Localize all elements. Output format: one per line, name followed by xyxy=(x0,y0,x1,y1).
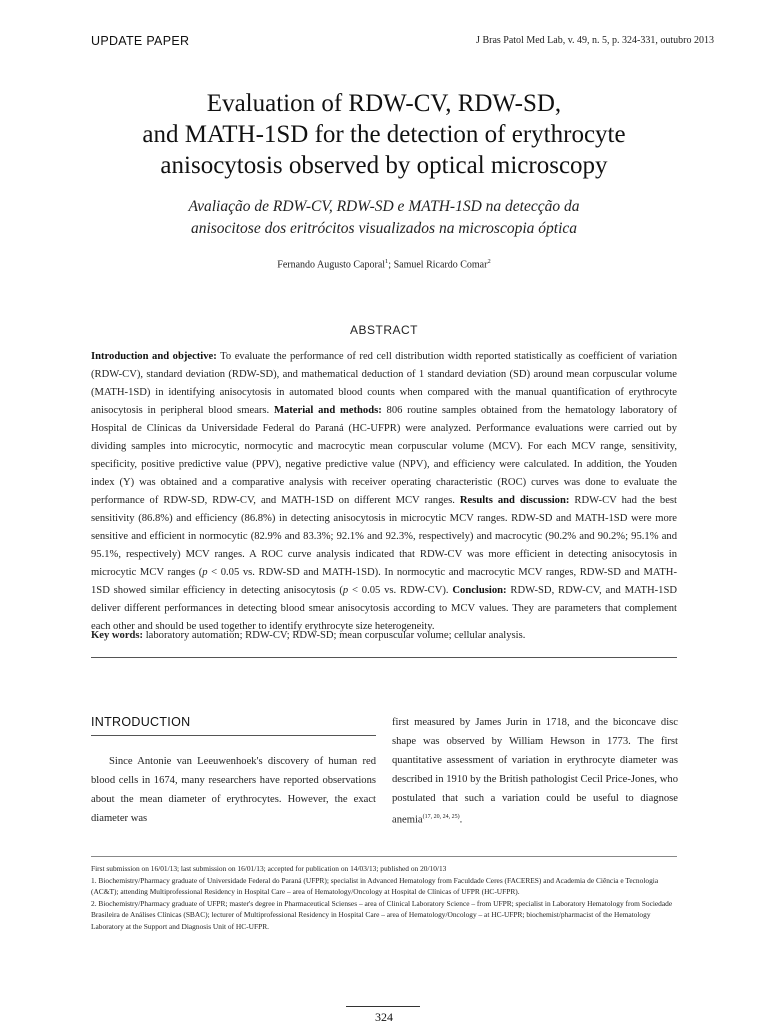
article-title xyxy=(60,88,708,181)
article-subtitle xyxy=(60,196,708,240)
keywords xyxy=(91,630,677,641)
abstract-body xyxy=(91,348,677,636)
abstract-methods-text: 806 routine samples obtained from the hematology laboratory of Hospital de Clínicas da Universidade Federal do Paraná (HC-UFPR) were analyzed. Performance evaluations were carried out by dividing samples into microcytic, normocytic and macrocytic mean corpuscular volume (MCV). For each MCV range, sensitivity, specificity, positive predictive value (PPV), negative predictive value (NPV), and efficiency were calculated. In addition, the Youden index (Y) was obtained and a comparative analysis with receiver operating characteristic (ROC) curves was done to evaluate the performance of RDW-SD, RDW-CV, and MATH-1SD on different MCV ranges. xyxy=(91,405,677,506)
page-number: 324 xyxy=(375,1010,393,1024)
keywords-text: laboratory automation; RDW-CV; RDW-SD; mean corpuscular volume; cellular analysis. xyxy=(143,630,526,641)
abstract-intro-label: Introduction and objective: xyxy=(91,351,217,362)
submission-dates: First submission on 16/01/13; last submission on 16/01/13; accepted for publication on 14/03/13; published on 20/10/13 xyxy=(91,864,447,873)
introduction-right-text: first measured by James Jurin in 1718, and the biconcave disc shape was observed by William Hewson in 1773. The first quantitative assessment of variation in erythrocyte diameter was described in 1910 by the British pathologist Cecil Price-Jones, who postulated that such a variation could be useful to diagnose anemia xyxy=(392,717,678,826)
author-name: Fernando Augusto Caporal xyxy=(277,259,386,271)
author-list xyxy=(60,258,708,270)
footnote-2: 2. Biochemistry/Pharmacy graduate of UFPR; master's degree in Pharmaceutical Scienses – area of Clinical Laboratory Science – from UFPR; specialist in Laboratory Hematology from Sociedade Brasileira de Análises Clínicas (SBAC); lecturer of Multiprofessional Residency in Hospital Care – area of Hematology/Oncology – at HC-UFPR; biochemist/pharmacist of the Hematology Laboratory at the Support and Diagnosis Unit of HC-UFPR. xyxy=(91,898,673,931)
author-name: Samuel Ricardo Comar xyxy=(393,259,488,271)
p-value-symbol: p xyxy=(342,585,349,596)
footnote-divider xyxy=(91,856,677,857)
subtitle-line-2: anisocitose dos eritrócitos visualizados na microscopia óptica xyxy=(190,220,578,237)
abstract-divider xyxy=(91,657,677,658)
introduction-heading: INTRODUCTION xyxy=(91,715,191,729)
author-affiliation-mark: 2 xyxy=(487,258,491,265)
abstract-methods-label: Material and methods: xyxy=(273,405,382,416)
introduction-right-column xyxy=(392,713,678,830)
abstract-heading: ABSTRACT xyxy=(349,323,418,337)
abstract-intro-text: To evaluate the performance of red cell distribution width reported statistically as coefficient of variation (RDW-CV), standard deviation (RDW-SD), and mathematical deduction of 1 standard deviation (SD) around mean corpuscular volume (MATH-1SD) in identifying anisocytosis in automated blood counts when compared with the manual quantification of erythrocyte anisocytosis in peripheral blood smears. xyxy=(91,351,677,416)
subtitle-line-1: Avaliação de RDW-CV, RDW-SD e MATH-1SD na detecção da xyxy=(188,198,580,215)
author-separator: ; xyxy=(388,259,394,271)
introduction-heading-rule xyxy=(91,735,376,736)
footnote-1: 1. Biochemistry/Pharmacy graduate of Universidade Federal do Paraná (UFPR); specialist in Advanced Hematology from Faculdade Ceres (FACERES) and Academia de Ciência e Tecnologia (AC&T); attending Multiprofessional Residency in Hospital Care – area of Hematology/Oncology at Hospital de Clínicas of UFPR (HC-UFPR). xyxy=(91,875,659,896)
page-number-rule xyxy=(346,1006,420,1007)
abstract-results-text: < 0.05 vs. RDW-CV). xyxy=(348,585,453,596)
p-value-symbol: p xyxy=(202,567,208,578)
journal-citation: J Bras Patol Med Lab, v. 49, n. 5, p. 324-331, outubro 2013 xyxy=(476,35,714,46)
abstract-results-label: Results and discussion: xyxy=(459,495,570,506)
title-line-2: and MATH-1SD for the detection of erythrocyte xyxy=(142,121,626,148)
title-line-1: Evaluation of RDW-CV, RDW-SD, xyxy=(206,90,562,117)
section-label: UPDATE PAPER xyxy=(91,34,190,48)
footnotes xyxy=(91,863,681,932)
reference-marks: (17, 20, 24, 25) xyxy=(422,814,460,820)
title-line-3: anisocytosis observed by optical microscopy xyxy=(160,152,608,179)
introduction-right-end: . xyxy=(459,814,463,826)
abstract-results-text: RDW-CV had the best sensitivity (86.8%) and efficiency (86.8%) in detecting anisocytosis in microcytic MCV ranges. RDW-SD and MATH-1SD were more sensitive and efficient in normocytic (82.9% and 83.3%; 92.1% and 92.3%, respectively) and macrocytic (90.2% and 90.2%; 95.1% and 95.1%, respectively) MCV ranges. A ROC curve analysis indicated that RDW-CV was more efficient in detecting anisocytosis in microcytic MCV ranges ( xyxy=(91,495,677,578)
abstract-conclusion-label: Conclusion: xyxy=(452,585,507,596)
author-affiliation-mark: 1 xyxy=(385,258,389,265)
abstract-results-text: < 0.05 vs. RDW-SD and MATH-1SD). In normocytic and macrocytic MCV ranges, RDW-SD and MATH-1SD showed similar efficiency in detecting anisocytosis ( xyxy=(91,567,677,596)
keywords-label: Key words: xyxy=(91,630,144,641)
introduction-left-column: Since Antonie van Leeuwenhoek's discovery of human red blood cells in 1674, many researchers have reported observations about the mean diameter of erythrocytes. However, the exact diameter was xyxy=(91,756,376,824)
abstract-conclusion-text: RDW-SD, RDW-CV, and MATH-1SD deliver different performances in detecting blood smear anisocytosis according to MCV values. They are parameters that complement each other and should be used together to identify erythrocyte size heterogeneity. xyxy=(91,585,678,632)
